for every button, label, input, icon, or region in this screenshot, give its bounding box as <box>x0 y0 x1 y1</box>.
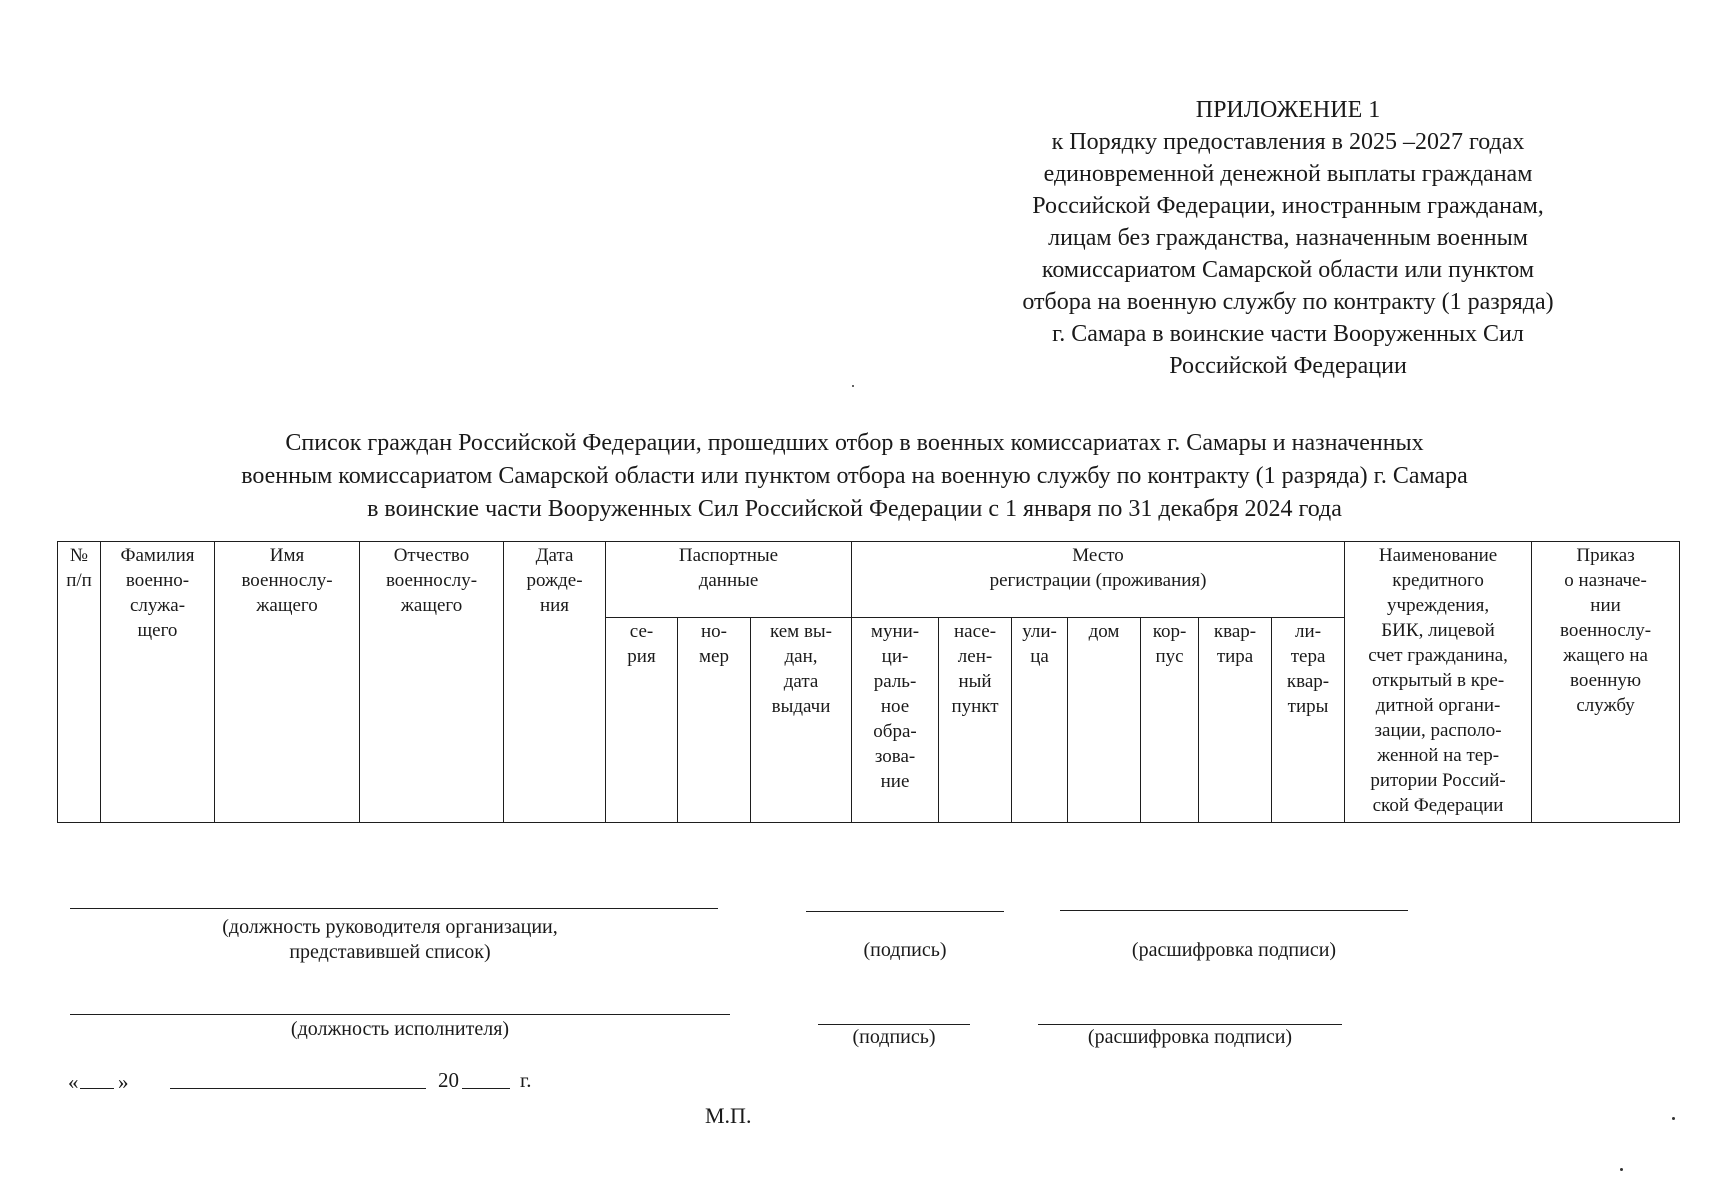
header-apartment-letter: ли- тера квар- тиры <box>1272 618 1345 823</box>
decoding-caption-2: (расшифровка подписи) <box>1087 1026 1293 1048</box>
header-passport: Паспортные данные <box>606 542 852 618</box>
header-patronymic: Отчество военнослу- жащего <box>360 542 504 823</box>
list-title <box>0 427 1709 526</box>
header-street: ули- ца <box>1012 618 1068 823</box>
appendix-line: Российской Федерации, иностранным гражданам, <box>1032 193 1544 219</box>
signature-caption-1: (подпись) <box>863 939 947 961</box>
head-position-line <box>70 908 718 909</box>
appendix-line: г. Самара в воинские части Вооруженных Сил <box>1052 321 1524 347</box>
decoding-caption-1: (расшифровка подписи) <box>1131 939 1337 961</box>
header-name: Имя военнослу- жащего <box>215 542 360 823</box>
signature-line-1 <box>806 911 1004 912</box>
list-title-line: в воинские части Вооруженных Сил Российской Федерации с 1 января по 31 декабря 2024 года <box>367 496 1342 522</box>
stamp-place: М.П. <box>705 1103 752 1128</box>
appendix-line: комиссариатом Самарской области или пунктом <box>1041 257 1535 283</box>
header-registration: Место регистрации (проживания) <box>852 542 1345 618</box>
list-title-line: военным комиссариатом Самарской области или пунктом отбора на военную службу по контракту (1 разряда) г. Самара <box>241 463 1468 489</box>
scan-speck <box>1672 1117 1675 1120</box>
scan-speck <box>852 385 854 387</box>
header-num: № п/п <box>58 542 101 823</box>
date-open-quote: « <box>68 1070 79 1094</box>
date-year-suffix: г. <box>520 1068 532 1092</box>
appendix-line: единовременной денежной выплаты гражданам <box>1043 161 1533 187</box>
header-order: Приказ о назначе- нии военнослу- жащего на военную службу <box>1532 542 1680 823</box>
header-passport-series: се- рия <box>606 618 678 823</box>
executor-position-caption: (должность исполнителя) <box>290 1018 510 1040</box>
header-municipality: муни- ци- pаль- ное обра- зова- ние <box>852 618 939 823</box>
header-bank: Наименование кредитного учреждения, БИК, лицевой счет гражданина, открытый в кре- дитной органи- зации, располо- женной на тер- ритории Россий- ской Федерации <box>1345 542 1532 823</box>
list-title-line: Список граждан Российской Федерации, прошедших отбор в военных комиссариатах г. Самары и назначенных <box>285 430 1424 456</box>
header-settlement: насе- лен- ный пункт <box>939 618 1012 823</box>
month-blank <box>170 1072 426 1089</box>
appendix-header <box>948 94 1628 382</box>
header-passport-number: но- мер <box>678 618 751 823</box>
date-century: 20 <box>438 1068 459 1092</box>
appendix-title: ПРИЛОЖЕНИЕ 1 <box>1195 97 1381 123</box>
head-position-caption: (должность руководителя организации, представившей список) <box>222 916 558 963</box>
header-house: дом <box>1068 618 1141 823</box>
header-birth-date: Дата рожде- ния <box>504 542 606 823</box>
decoding-line-1 <box>1060 910 1408 911</box>
year-blank <box>462 1072 510 1089</box>
appendix-line: лицам без гражданства, назначенным военным <box>1048 225 1528 251</box>
executor-position-line <box>70 1014 730 1015</box>
date-close-quote: » <box>118 1070 129 1094</box>
signature-caption-2: (подпись) <box>852 1026 936 1048</box>
day-blank <box>80 1072 114 1089</box>
header-apartment: квар- тира <box>1199 618 1272 823</box>
header-passport-issued: кем вы- дан, дата выдачи <box>751 618 852 823</box>
scan-speck <box>1620 1168 1623 1171</box>
header-surname: Фамилия военно- служа- щего <box>101 542 215 823</box>
header-building: кор- пус <box>1141 618 1199 823</box>
appendix-line: к Порядку предоставления в 2025 –2027 годах <box>1051 129 1525 155</box>
appendix-line: Российской Федерации <box>1169 353 1407 379</box>
appendix-line: отбора на военную службу по контракту (1 разряда) <box>1022 289 1554 315</box>
recipients-table <box>57 541 1680 823</box>
